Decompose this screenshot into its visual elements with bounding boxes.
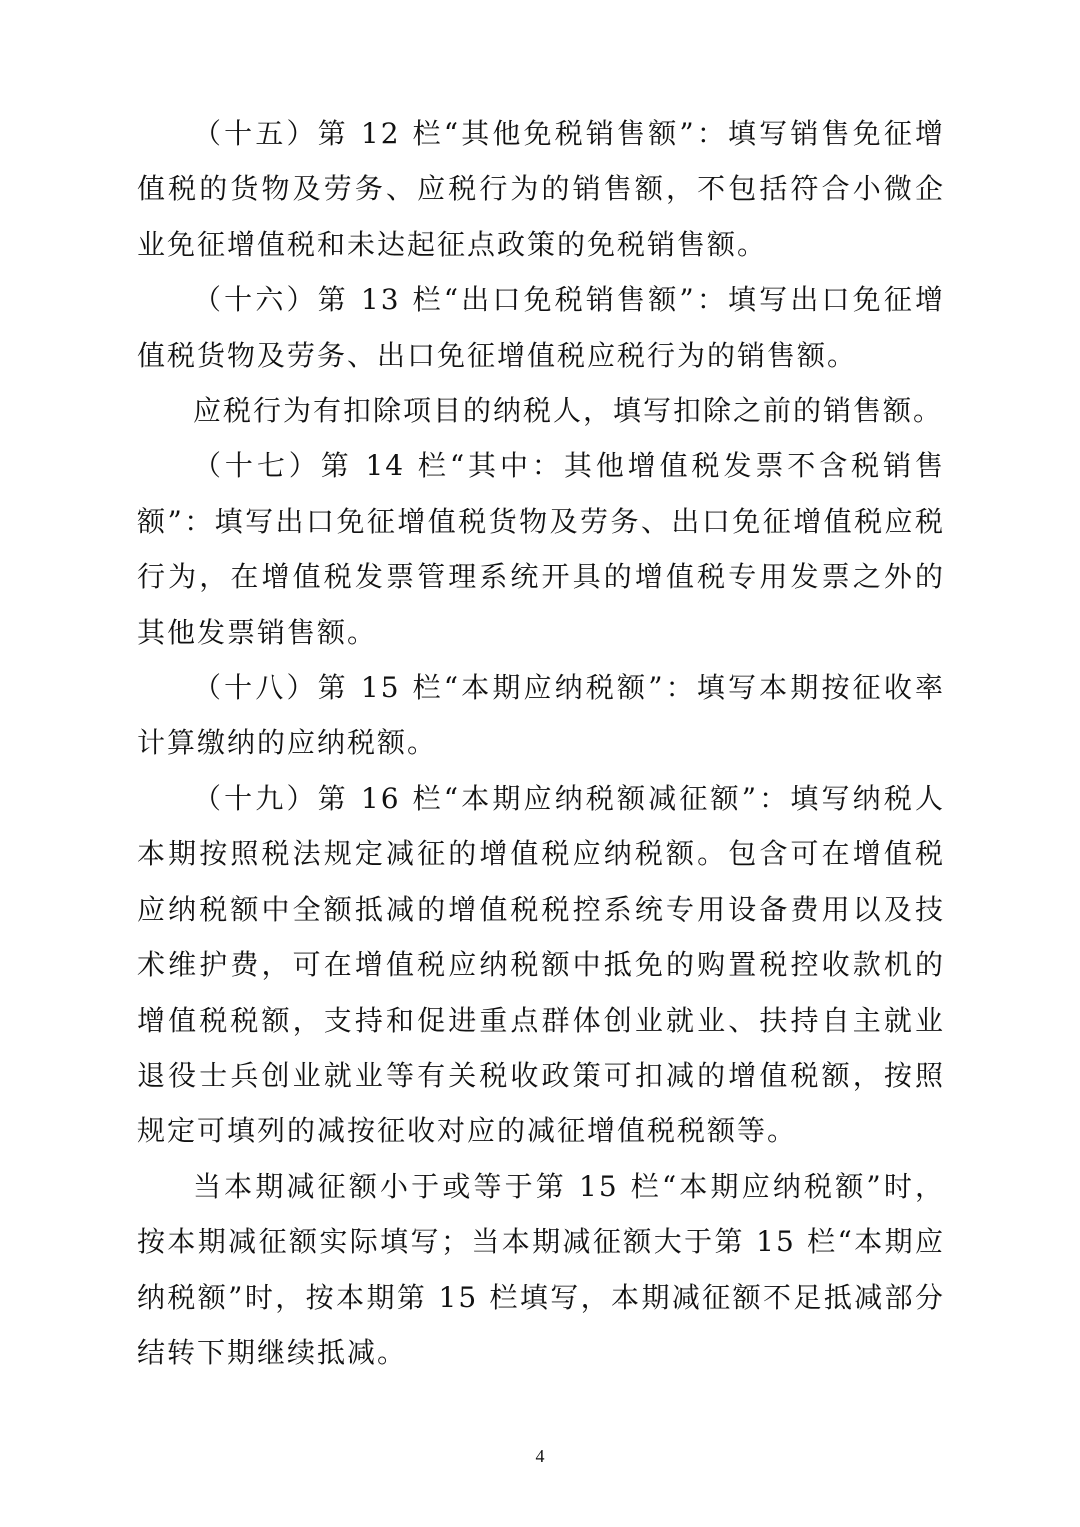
paragraph-item-18: （十八）第 15 栏“本期应纳税额”：填写本期按征收率计算缴纳的应纳税额。 <box>137 671 945 760</box>
paragraph-item-15: （十五）第 12 栏“其他免税销售额”：填写销售免征增值税的货物及劳务、应税行为的销售额，不包括符合小微企业免征增值税和未达起征点政策的免税销售额。 <box>137 117 945 261</box>
paragraph-item-17: （十七）第 14 栏“其中：其他增值税发票不含税销售额”：填写出口免征增值税货物及劳务、出口免征增值税应税行为，在增值税发票管理系统开具的增值税专用发票之外的其他发票销售额。 <box>137 449 945 649</box>
paragraph-item-19: （十九）第 16 栏“本期应纳税额减征额”：填写纳税人本期按照税法规定减征的增值税应纳税额。包含可在增值税应纳税额中全额抵减的增值税税控系统专用设备费用以及技术维护费，可在增值税应纳税额中抵免的购置税控收款机的增值税税额，支持和促进重点群体创业就业、扶持自主就业退役士兵创业就业等有关税收政策可扣减的增值税额，按照规定可填列的减按征收对应的减征增值税税额等。 <box>137 781 945 1148</box>
paragraph-item-16: （十六）第 13 栏“出口免税销售额”：填写出口免征增值税货物及劳务、出口免征增值税应税行为的销售额。 <box>137 283 945 372</box>
page-number: 4 <box>535 1446 545 1466</box>
document-body <box>137 106 945 1380</box>
paragraph-reduction-rule: 当本期减征额小于或等于第 15 栏“本期应纳税额”时，按本期减征额实际填写；当本期减征额大于第 15 栏“本期应纳税额”时，按本期第 15 栏填写，本期减征额不足抵减部分结转下期继续抵减。 <box>137 1169 945 1369</box>
paragraph-deduction-note: 应税行为有扣除项目的纳税人，填写扣除之前的销售额。 <box>193 394 944 428</box>
